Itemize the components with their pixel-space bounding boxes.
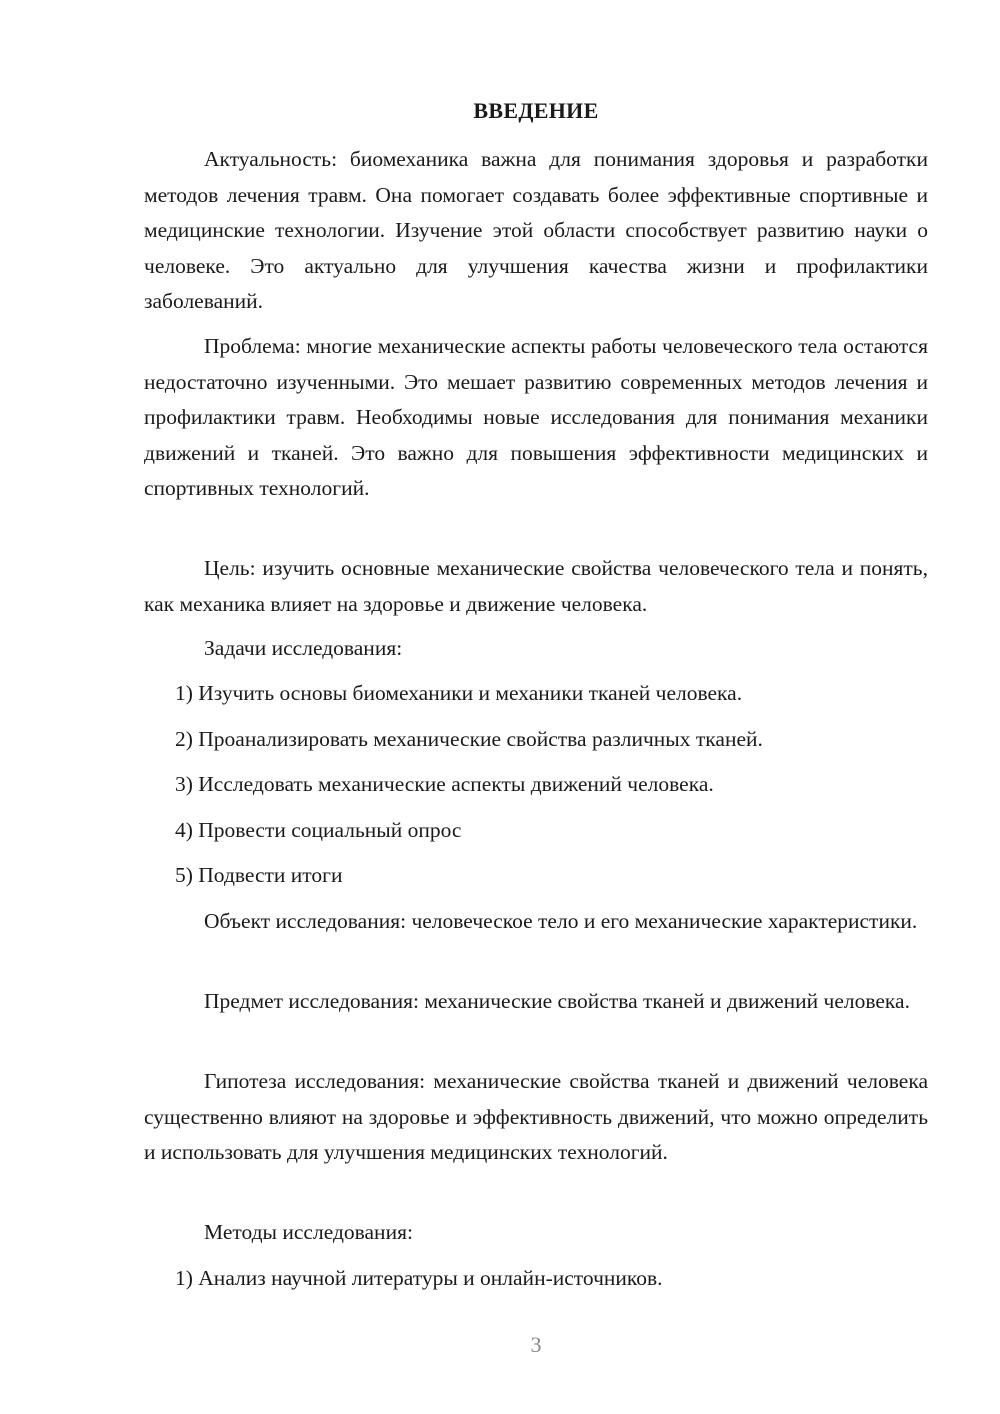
task-item: 5) Подвести итоги bbox=[175, 863, 343, 887]
relevance-paragraph: Актуальность: биомеханика важна для понимания здоровья и разработки методов лечения травм. Она помогает создавать более эффективные спортивные и медицинские технологии. Изучение этой области способствует развитию науки о человеке. Это актуально для улучшения качества жизни и профилактики заболеваний. bbox=[144, 147, 928, 313]
task-item: 1) Изучить основы биомеханики и механики тканей человека. bbox=[175, 681, 743, 705]
page-number: 3 bbox=[530, 1332, 542, 1357]
hypothesis-paragraph: Гипотеза исследования: механические свойства тканей и движений человека существенно влияют на здоровье и эффективность движений, что можно определить и использовать для улучшения медицинских технологий. bbox=[144, 1069, 928, 1164]
problem-paragraph: Проблема: многие механические аспекты работы человеческого тела остаются недостаточно изученными. Это мешает развитию современных методов лечения и профилактики травм. Необходимы новые исследования для понимания механики движений и тканей. Это важно для повышения эффективности медицинских и спортивных технологий. bbox=[144, 334, 928, 500]
task-item: 2) Проанализировать механические свойства различных тканей. bbox=[175, 727, 763, 751]
subject-paragraph: Предмет исследования: механические свойства тканей и движений человека. bbox=[204, 989, 910, 1013]
tasks-label: Задачи исследования: bbox=[204, 636, 403, 660]
methods-label: Методы исследования: bbox=[204, 1220, 413, 1244]
task-item: 3) Исследовать механические аспекты движений человека. bbox=[175, 772, 714, 796]
object-paragraph: Объект исследования: человеческое тело и его механические характеристики. bbox=[204, 909, 918, 933]
goal-paragraph: Цель: изучить основные механические свойства человеческого тела и понять, как механика влияет на здоровье и движение человека. bbox=[144, 556, 928, 616]
method-item: 1) Анализ научной литературы и онлайн-источников. bbox=[175, 1266, 663, 1290]
section-heading: ВВЕДЕНИЕ bbox=[473, 98, 599, 123]
task-item: 4) Провести социальный опрос bbox=[175, 818, 462, 842]
